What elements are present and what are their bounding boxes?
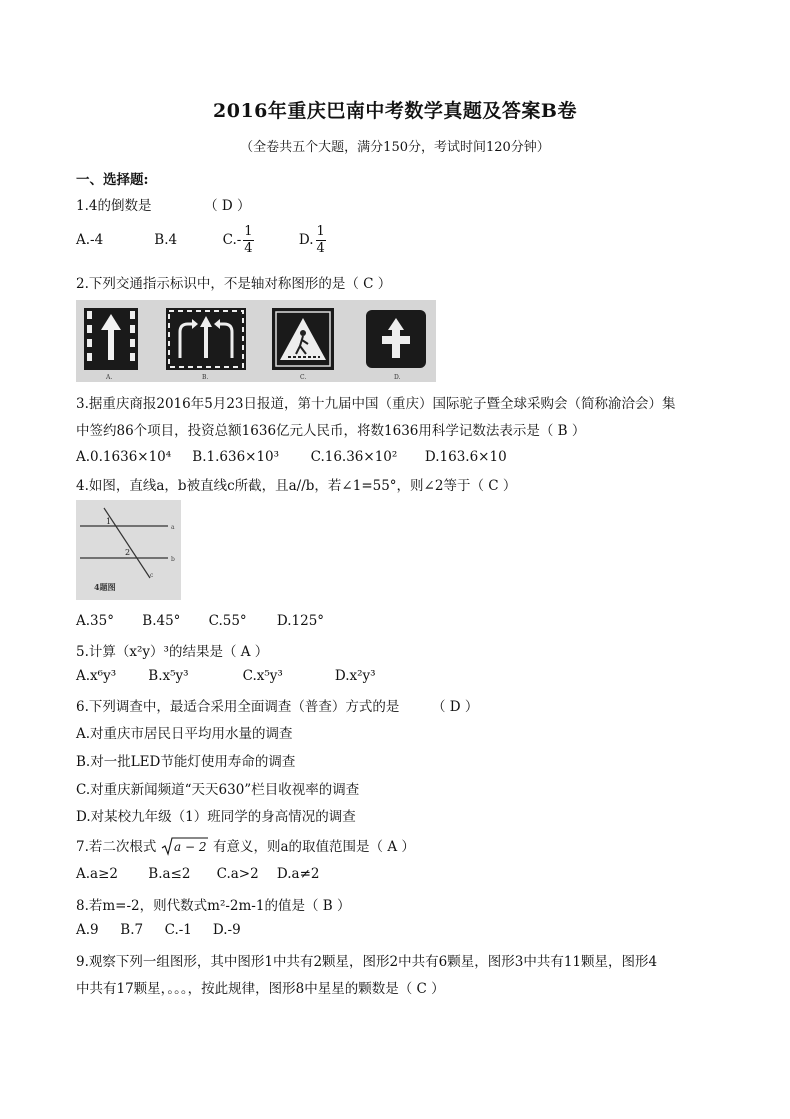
q7-option-b: B.a≤2 bbox=[148, 866, 191, 882]
question-5: 5.计算（x²y）³的结果是（ A ） bbox=[76, 644, 269, 660]
sign-d-intersection-icon bbox=[366, 310, 426, 368]
q1-stem: 1.4的倒数是 bbox=[76, 198, 152, 214]
q1-d-numerator: 1 bbox=[316, 224, 325, 239]
q8-options bbox=[76, 922, 241, 938]
q1-option-d bbox=[299, 224, 328, 257]
q3-option-d: D.163.6×10 bbox=[424, 449, 507, 465]
q4-options bbox=[76, 613, 324, 629]
q1-option-d-label: D. bbox=[298, 232, 314, 248]
q7-option-a: A.a≥2 bbox=[76, 866, 118, 882]
q7-option-d: D.a≠2 bbox=[276, 866, 320, 882]
sign-d-label: D. bbox=[394, 374, 401, 381]
q1-option-c-fraction bbox=[243, 224, 253, 257]
q8-option-c: C.-1 bbox=[164, 922, 192, 938]
q7-radicand: a − 2 bbox=[173, 839, 207, 854]
sign-a-label: A. bbox=[106, 374, 113, 381]
line-a-label: a bbox=[171, 524, 175, 531]
question-7 bbox=[76, 835, 415, 860]
q7-stem-start: 7.若二次根式 bbox=[76, 839, 157, 855]
q1-option-a: A.-4 bbox=[76, 232, 104, 248]
q4-option-d: D.125° bbox=[276, 613, 325, 629]
q6-option-d: D.对某校九年级（1）班同学的身高情况的调查 bbox=[76, 809, 356, 825]
line-b-label: b bbox=[171, 556, 175, 563]
question-3-line-1: 3.据重庆商报2016年5月23日报道，第十九届中国（重庆）国际驼子暨全球采购会（简称渝洽会）集 bbox=[76, 396, 676, 412]
q1-c-denominator: 4 bbox=[244, 241, 253, 256]
q5-option-c: C.x⁵y³ bbox=[242, 668, 283, 684]
q1-d-denominator: 4 bbox=[316, 241, 325, 256]
q6-stem: 6.下列调查中，最适合采用全面调查（普查）方式的是 bbox=[76, 699, 400, 715]
q7-square-root bbox=[161, 836, 209, 860]
q1-c-numerator: 1 bbox=[244, 224, 253, 239]
figure-caption: 4题图 bbox=[94, 582, 116, 592]
q7-stem-end: 有意义，则a的取值范围是（ A ） bbox=[212, 839, 415, 855]
question-4: 4.如图，直线a，b被直线c所截，且a//b，若∠1=55°，则∠2等于（ C ） bbox=[76, 478, 517, 494]
q4-option-b: B.45° bbox=[142, 613, 181, 629]
q1-options bbox=[76, 224, 328, 257]
q1-answer: （ D ） bbox=[204, 198, 251, 214]
sign-a-straight-arrow-icon bbox=[84, 308, 138, 370]
page-subtitle: （全卷共五个大题，满分150分，考试时间120分钟） bbox=[240, 140, 550, 155]
sign-c-pedestrian-crossing-icon bbox=[272, 308, 334, 370]
radical-sign-icon bbox=[161, 836, 209, 856]
q6-option-a: A.对重庆市居民日平均用水量的调查 bbox=[76, 726, 293, 742]
q7-options bbox=[76, 866, 319, 882]
q5-option-d: D.x²y³ bbox=[334, 668, 376, 684]
q1-option-c bbox=[223, 224, 295, 257]
sign-b-lane-arrows-icon bbox=[166, 308, 246, 370]
q5-option-a: A.x⁶y³ bbox=[76, 668, 117, 684]
q5-option-b: B.x⁵y³ bbox=[148, 668, 189, 684]
line-c-label: c bbox=[150, 572, 154, 579]
traffic-signs-svg bbox=[76, 300, 436, 382]
q3-option-c: C.16.36×10² bbox=[310, 449, 398, 465]
question-8: 8.若m=-2，则代数式m²-2m-1的值是（ B ） bbox=[76, 898, 351, 914]
question-1 bbox=[76, 194, 250, 214]
sign-b-label: B. bbox=[202, 374, 209, 381]
traffic-signs-figure bbox=[76, 300, 436, 382]
question-9-line-2: 中共有17颗星，。。。，按此规律，图形8中星星的颗数是（ C ） bbox=[76, 981, 445, 997]
angle-1-label: 1 bbox=[106, 517, 112, 526]
parallel-lines-svg bbox=[76, 500, 181, 600]
question-6 bbox=[76, 695, 478, 715]
page-title: 2016年重庆巴南中考数学真题及答案B卷 bbox=[213, 100, 577, 122]
q8-option-d: D.-9 bbox=[212, 922, 241, 938]
q5-options bbox=[76, 668, 376, 684]
parallel-lines-figure bbox=[76, 500, 181, 600]
q1-option-b: B.4 bbox=[154, 232, 178, 248]
q6-option-c: C.对重庆新闻频道“天天630”栏目收视率的调查 bbox=[76, 782, 360, 798]
q4-option-a: A.35° bbox=[76, 613, 114, 629]
q1-option-d-fraction bbox=[316, 224, 326, 257]
question-9-line-1: 9.观察下列一组图形，其中图形1中共有2颗星，图形2中共有6颗星，图形3中共有11颗星，图形4 bbox=[76, 954, 658, 970]
sign-c-label: C. bbox=[300, 374, 307, 381]
q6-answer: （ D ） bbox=[431, 699, 479, 715]
q1-option-c-label: C.- bbox=[222, 232, 242, 248]
q7-option-c: C.a>2 bbox=[216, 866, 259, 882]
q3-option-a: A.0.1636×10⁴ bbox=[76, 449, 172, 465]
q4-option-c: C.55° bbox=[208, 613, 247, 629]
q6-option-b: B.对一批LED节能灯使用寿命的调查 bbox=[76, 754, 296, 770]
question-3-line-2: 中签约86个项目，投资总额1636亿元人民币，将数1636用科学记数法表示是（ B ） bbox=[76, 423, 586, 439]
angle-2-label: 2 bbox=[125, 548, 131, 557]
section-heading: 一、选择题: bbox=[76, 172, 149, 188]
q3-option-b: B.1.636×10³ bbox=[192, 449, 280, 465]
question-2: 2.下列交通指示标识中，不是轴对称图形的是（ C ） bbox=[76, 276, 392, 292]
q8-option-a: A.9 bbox=[76, 922, 99, 938]
q8-option-b: B.7 bbox=[120, 922, 144, 938]
q3-options bbox=[76, 449, 507, 465]
